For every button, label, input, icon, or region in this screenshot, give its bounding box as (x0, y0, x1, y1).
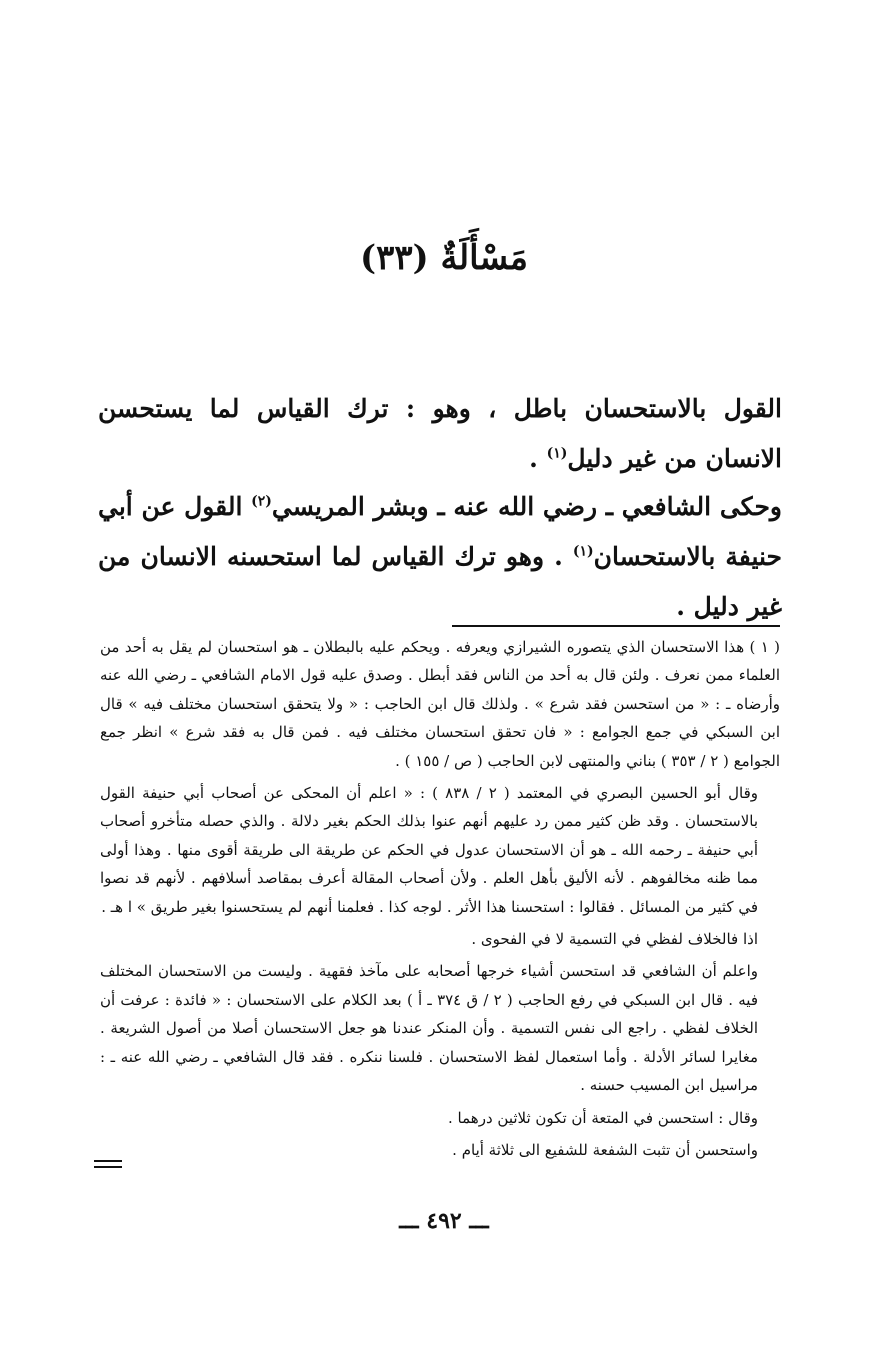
footnote-paragraph: واعلم أن الشافعي قد استحسن أشياء خرجها أصحابه على مآخذ فقهية . وليست من الاستحسان المختلف فيه . قال ابن السبكي في رفع الحاجب ( ٢ / ق ٣٧٤ ـ أ ) بعد الكلام على الاستحسان : « فائدة : عرفت أن الخلاف لفظي . راجع الى نفس التسمية . وأن المنكر عندنا هو جعل الاستحسان أصلا من أصول الشريعة . مغايرا لسائر الأدلة . وأما استعمال لفظ الاستحسان . فلسنا ننكره . فقد قال الشافعي ـ رضي الله عنه ـ : مراسيل ابن المسيب حسنه . (100, 962, 758, 1095)
footnote-paragraph: اذا فالخلاف لفظي في التسمية لا في الفحوى . (471, 930, 758, 949)
main-paragraph-2-part-2: القول عن أبي حنيفة بالاستحسان (98, 492, 782, 571)
main-paragraph-2 (98, 482, 782, 632)
footnote-paragraph: ( ١ ) هذا الاستحسان الذي يتصوره الشيرازي ويعرفه . ويحكم عليه بالبطلان ـ هو استحسان لم يقل به أحد من العلماء ممن نعرف . ولئن قال به أحد من الناس فقد أبطل . وصدق عليه قول الامام الشافعي ـ رضي الله عنه وأرضاه ـ : « من استحسن فقد شرع » . ولذلك قال ابن الحاجب : « ولا يتحقق استحسان مختلف فيه » قال ابن السبكي في جمع الجوامع : « فان تحقق استحسان مختلف فيه . فمن قال به فقد شرع » انظر جمع الجوامع ( ٢ / ٣٥٣ ) بناني والمنتهى لابن الحاجب ( ص / ١٥٥ ) . (100, 638, 780, 770)
main-paragraph-1-end: . (529, 444, 547, 473)
footnote-separator (452, 625, 780, 627)
double-rule-ornament (94, 1160, 122, 1168)
footnotes-section (100, 633, 780, 1168)
footnote-paragraph: وقال أبو الحسين البصري في المعتمد ( ٢ / ٨٣٨ ) : « اعلم أن المحكى عن أصحاب أبي حنيفة القول بالاستحسان . وقد ظن كثير ممن رد عليهم أنهم عنوا بذلك الحكم بغير دلالة . والذي حصله متأخرو أصحاب أبي حنيفة ـ رحمه الله ـ هو أن الاستحسان عدول في الحكم عن طريقة الى طريقة أقوى منها . وهذا أولى مما ظنه مخالفوهم . لأنه الأليق بأهل العلم . ولأن أصحاب المقالة أعرف بمقاصد أسلافهم . لأنهم قد نصوا في كثير من المسائل . فقالوا : استحسنا هذا الأثر . لوجه كذا . فعلمنا أنهم لم يستحسنوا بغير طريق » ا هـ . (100, 784, 758, 916)
main-paragraph-1 (98, 384, 782, 484)
footnote-paragraph: وقال : استحسن في المتعة أن تكون ثلاثين درهما . (448, 1108, 758, 1127)
main-paragraph-1-text: القول بالاستحسان باطل ، وهو : ترك القياس لما يستحسن الانسان من غير دليل (98, 394, 782, 473)
footnote-ref-2[interactable]: (٢) (251, 493, 272, 510)
footnote-paragraph: واستحسن أن تثبت الشفعة للشفيع الى ثلاثة أيام . (452, 1140, 758, 1159)
chapter-heading: مَسْأَلَةٌ (٣٣) (359, 238, 529, 278)
footnote-ref-1[interactable]: (١) (546, 445, 568, 462)
main-paragraph-2-part-1: وحكى الشافعي ـ رضي الله عنه ـ وبشر المريسي (271, 492, 782, 521)
main-paragraph-2-part-3: . وهو ترك القياس لما استحسنه الانسان من غير دليل . (98, 542, 782, 621)
footnote-ref-1b[interactable]: (١) (572, 543, 594, 560)
page-number: ـــ ٤٩٢ ـــ (399, 1208, 489, 1234)
